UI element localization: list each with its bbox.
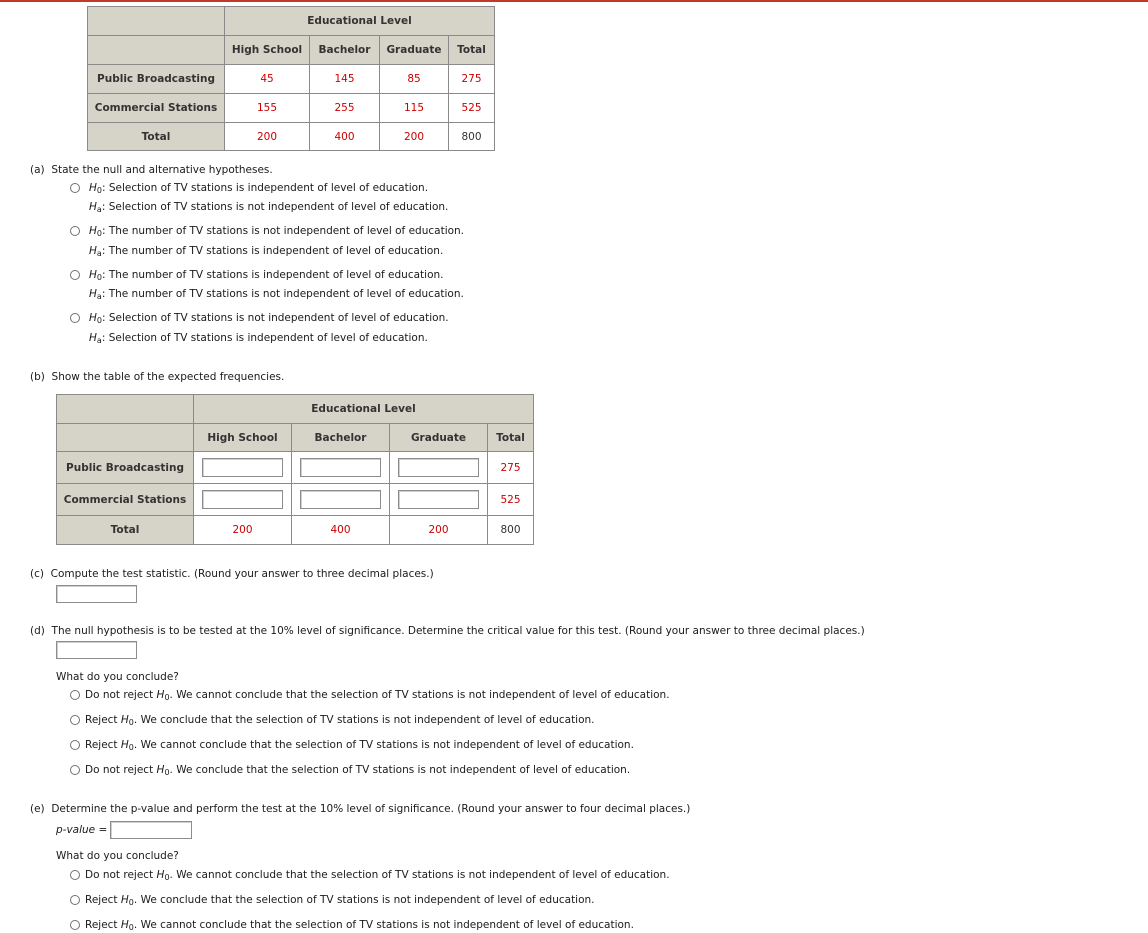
table-cell: 800 bbox=[488, 516, 534, 545]
table-cell bbox=[390, 452, 488, 484]
group-header: Educational Level bbox=[194, 395, 534, 424]
part-d-option-3-label: Reject $H_0$. We cannot conclude that the selection of TV stations is not independent of level of education. bbox=[85, 739, 634, 752]
part-d-option-2-label: Reject $H_0$. We conclude that the selection of TV stations is not independent of level of education. bbox=[85, 714, 595, 727]
expected-commercial-graduate-input[interactable] bbox=[398, 490, 479, 509]
table-row bbox=[88, 123, 495, 151]
table-cell: 255 bbox=[310, 94, 380, 123]
part-d-option-4-label: Do not reject $H_0$. We conclude that the selection of TV stations is not independent of level of education. bbox=[85, 764, 631, 777]
table-cell bbox=[194, 484, 292, 516]
table-corner bbox=[88, 7, 225, 36]
part-label: (c) bbox=[30, 568, 44, 580]
row-header: Public Broadcasting bbox=[88, 65, 225, 94]
column-header: High School bbox=[194, 424, 292, 452]
table-cell: 800 bbox=[449, 123, 495, 151]
part-d-option-2-radio[interactable] bbox=[70, 715, 80, 725]
table-cell: 400 bbox=[310, 123, 380, 151]
part-e-option-2-label: Reject $H_0$. We conclude that the selection of TV stations is not independent of level of education. bbox=[85, 894, 595, 907]
part-d-option-1-radio[interactable] bbox=[70, 690, 80, 700]
table-corner bbox=[57, 395, 194, 424]
table-row bbox=[88, 94, 495, 123]
group-header: Educational Level bbox=[225, 7, 495, 36]
table-cell: 275 bbox=[488, 452, 534, 484]
expected-commercial-highschool-input[interactable] bbox=[202, 490, 283, 509]
table-cell: 115 bbox=[380, 94, 449, 123]
observed-table bbox=[87, 6, 495, 151]
part-d-conclude-prompt: What do you conclude? bbox=[56, 671, 179, 683]
part-d-option-1-label: Do not reject $H_0$. We cannot conclude that the selection of TV stations is not independent of level of education. bbox=[85, 689, 670, 702]
table-cell: 525 bbox=[488, 484, 534, 516]
part-a-option-3-ha: $H_a$: The number of TV stations is not independent of level of education. bbox=[89, 288, 464, 301]
table-row bbox=[57, 484, 534, 516]
part-b-question bbox=[30, 371, 284, 383]
pvalue-input[interactable] bbox=[110, 821, 192, 839]
part-e-option-1-radio[interactable] bbox=[70, 870, 80, 880]
part-e-option-3-radio[interactable] bbox=[70, 920, 80, 930]
table-cell: 200 bbox=[194, 516, 292, 545]
part-e-option-2-radio[interactable] bbox=[70, 895, 80, 905]
question-text: Determine the p-value and perform the test at the 10% level of significance. (Round your answer to four decimal places.) bbox=[51, 803, 691, 815]
part-label: (d) bbox=[30, 625, 45, 637]
part-a-option-2-ha: $H_a$: The number of TV stations is independent of level of education. bbox=[89, 245, 444, 258]
table-cell bbox=[292, 484, 390, 516]
test-statistic-input[interactable] bbox=[56, 585, 137, 603]
part-c-question bbox=[30, 568, 434, 580]
row-header: Commercial Stations bbox=[88, 94, 225, 123]
table-corner bbox=[88, 36, 225, 65]
top-accent-line bbox=[0, 0, 1148, 2]
column-header: Bachelor bbox=[292, 424, 390, 452]
part-a-option-4-radio[interactable] bbox=[70, 313, 80, 323]
part-d-option-3-radio[interactable] bbox=[70, 740, 80, 750]
critical-value-input[interactable] bbox=[56, 641, 137, 659]
question-text: State the null and alternative hypotheses. bbox=[51, 164, 273, 176]
part-a-option-3-radio[interactable] bbox=[70, 270, 80, 280]
question-text: Compute the test statistic. (Round your answer to three decimal places.) bbox=[50, 568, 434, 580]
row-header: Total bbox=[57, 516, 194, 545]
part-a-option-1-radio[interactable] bbox=[70, 183, 80, 193]
table-cell: 400 bbox=[292, 516, 390, 545]
part-a-option-2-h0: $H_0$: The number of TV stations is not independent of level of education. bbox=[89, 225, 465, 238]
question-text: The null hypothesis is to be tested at the 10% level of significance. Determine the critical value for this test. (Round your answer to three decimal places.) bbox=[51, 625, 865, 637]
part-d-question bbox=[30, 625, 865, 637]
table-cell: 155 bbox=[225, 94, 310, 123]
part-e-option-3-label: Reject $H_0$. We cannot conclude that the selection of TV stations is not independent of level of education. bbox=[85, 919, 634, 932]
part-a-option-1-ha: $H_a$: Selection of TV stations is not independent of level of education. bbox=[89, 201, 449, 214]
table-row bbox=[57, 452, 534, 484]
table-cell: 85 bbox=[380, 65, 449, 94]
part-d-option-4-radio[interactable] bbox=[70, 765, 80, 775]
table-corner bbox=[57, 424, 194, 452]
row-header: Public Broadcasting bbox=[57, 452, 194, 484]
table-row bbox=[88, 65, 495, 94]
table-cell: 275 bbox=[449, 65, 495, 94]
table-cell: 200 bbox=[380, 123, 449, 151]
part-a-option-2-radio[interactable] bbox=[70, 226, 80, 236]
column-header: Total bbox=[449, 36, 495, 65]
column-header: Graduate bbox=[380, 36, 449, 65]
row-header: Total bbox=[88, 123, 225, 151]
table-cell: 45 bbox=[225, 65, 310, 94]
part-e-option-1-label: Do not reject $H_0$. We cannot conclude that the selection of TV stations is not independent of level of education. bbox=[85, 869, 670, 882]
part-e-question bbox=[30, 803, 690, 815]
expected-public-highschool-input[interactable] bbox=[202, 458, 283, 477]
part-label: (e) bbox=[30, 803, 45, 815]
column-header: Bachelor bbox=[310, 36, 380, 65]
part-a-option-3-h0: $H_0$: The number of TV stations is independent of level of education. bbox=[89, 269, 444, 282]
row-header: Commercial Stations bbox=[57, 484, 194, 516]
part-a-option-1-h0: $H_0$: Selection of TV stations is independent of level of education. bbox=[89, 182, 429, 195]
part-a-question bbox=[30, 164, 273, 176]
table-cell: 145 bbox=[310, 65, 380, 94]
column-header: High School bbox=[225, 36, 310, 65]
part-a-option-4-h0: $H_0$: Selection of TV stations is not independent of level of education. bbox=[89, 312, 449, 325]
question-text: Show the table of the expected frequencies. bbox=[51, 371, 285, 383]
part-label: (b) bbox=[30, 371, 45, 383]
table-cell: 525 bbox=[449, 94, 495, 123]
part-label: (a) bbox=[30, 164, 45, 176]
column-header: Graduate bbox=[390, 424, 488, 452]
table-row bbox=[57, 516, 534, 545]
part-a-option-4-ha: $H_a$: Selection of TV stations is independent of level of education. bbox=[89, 332, 428, 345]
expected-commercial-bachelor-input[interactable] bbox=[300, 490, 381, 509]
table-cell bbox=[194, 452, 292, 484]
table-cell: 200 bbox=[390, 516, 488, 545]
table-cell bbox=[390, 484, 488, 516]
expected-public-bachelor-input[interactable] bbox=[300, 458, 381, 477]
table-cell bbox=[292, 452, 390, 484]
pvalue-label: p-value = bbox=[56, 824, 108, 836]
expected-table bbox=[56, 394, 534, 545]
expected-public-graduate-input[interactable] bbox=[398, 458, 479, 477]
table-cell: 200 bbox=[225, 123, 310, 151]
part-e-conclude-prompt: What do you conclude? bbox=[56, 850, 179, 862]
column-header: Total bbox=[488, 424, 534, 452]
